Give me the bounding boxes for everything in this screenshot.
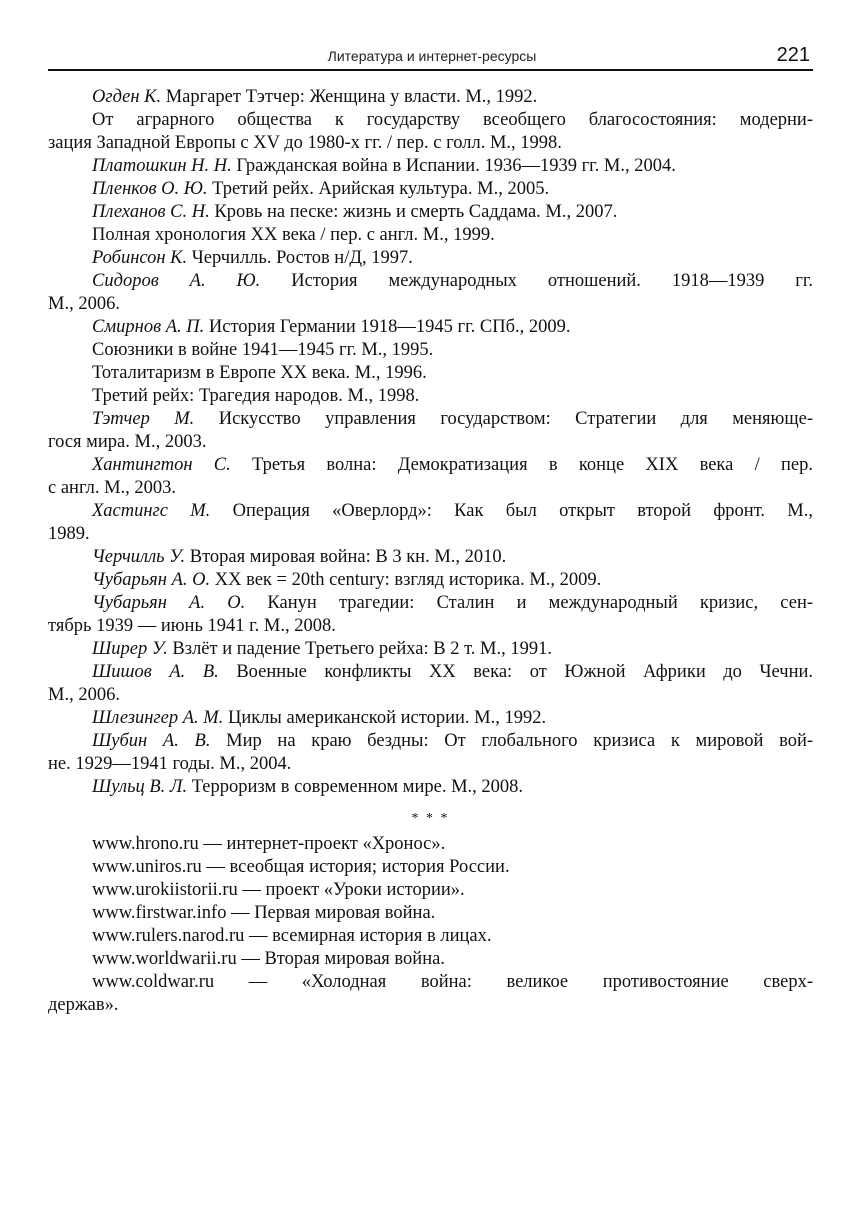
entry-line — [48, 500, 813, 523]
bibliography-entry — [48, 247, 813, 270]
entry-text: Третий рейх: Трагедия народов. М., 1998. — [92, 386, 420, 406]
entry-line — [48, 109, 813, 132]
entry-line — [48, 270, 813, 293]
bibliography-entry — [48, 661, 813, 707]
entry-text: М., 2006. — [48, 294, 120, 314]
bibliography-entry — [48, 316, 813, 339]
entry-line — [48, 385, 813, 408]
entry-line — [48, 730, 813, 753]
entry-text: www.coldwar.ru — «Холодная война: великое противостояние сверх- — [92, 972, 813, 992]
entry-author: Смирнов А. П. — [92, 317, 205, 337]
resource-entry — [48, 833, 813, 856]
entry-line — [48, 925, 813, 948]
bibliography-entry — [48, 270, 813, 316]
entry-text: Мир на краю бездны: От глобального кризиса к мировой вой- — [226, 731, 813, 751]
entry-line — [48, 339, 813, 362]
entry-line — [48, 408, 813, 431]
entry-line — [48, 661, 813, 684]
bibliography-entry — [48, 362, 813, 385]
bibliography-entry — [48, 546, 813, 569]
entry-text: Канун трагедии: Сталин и международный кризис, сен- — [267, 593, 813, 613]
entry-author: Шишов А. В. — [92, 662, 219, 682]
entry-continuation-line — [48, 132, 813, 155]
entry-text: История Германии 1918—1945 гг. СПб., 2009. — [208, 317, 571, 337]
entry-author: Тэтчер М. — [92, 409, 195, 429]
entry-text: Союзники в войне 1941—1945 гг. М., 1995. — [92, 340, 434, 360]
entry-author: Хастингс М. — [92, 501, 211, 521]
bibliography-entry — [48, 569, 813, 592]
entry-author: Черчилль У. — [92, 547, 186, 567]
entry-text: гося мира. М., 2003. — [48, 432, 207, 452]
entry-author: Сидоров А. Ю. — [92, 271, 261, 291]
entry-text: Третья волна: Демократизация в конце XIX века / пер. — [252, 455, 813, 475]
entry-continuation-line — [48, 753, 813, 776]
entry-text: www.firstwar.info — Первая мировая война. — [92, 903, 436, 923]
bibliography-entry — [48, 638, 813, 661]
entry-text: Кровь на песке: жизнь и смерть Саддама. М., 2007. — [214, 202, 618, 222]
entry-text: держав». — [48, 995, 119, 1015]
bibliography-entry — [48, 454, 813, 500]
entry-line — [48, 178, 813, 201]
entry-author: Огден К. — [92, 87, 162, 107]
entry-line — [48, 546, 813, 569]
entry-text: XX век = 20th century: взгляд историка. М., 2009. — [214, 570, 602, 590]
entry-text: Тоталитаризм в Европе XX века. М., 1996. — [92, 363, 427, 383]
entry-line — [48, 224, 813, 247]
entry-author: Плеханов С. Н. — [92, 202, 210, 222]
entry-author: Ширер У. — [92, 639, 168, 659]
entry-author: Хантингтон С. — [92, 455, 231, 475]
bibliography-entry — [48, 224, 813, 247]
entry-text: Полная хронология XX века / пер. с англ. М., 1999. — [92, 225, 495, 245]
entry-line — [48, 155, 813, 178]
entry-text: Гражданская война в Испании. 1936—1939 гг. М., 2004. — [236, 156, 676, 176]
entry-line — [48, 247, 813, 270]
bibliography-entry — [48, 339, 813, 362]
entry-text: www.uniros.ru — всеобщая история; история России. — [92, 857, 510, 877]
entry-line — [48, 201, 813, 224]
resource-entry — [48, 902, 813, 925]
entry-continuation-line — [48, 431, 813, 454]
entry-line — [48, 971, 813, 994]
entry-text: www.urokiistorii.ru — проект «Уроки истории». — [92, 880, 465, 900]
entry-text: www.hrono.ru — интернет-проект «Хронос». — [92, 834, 446, 854]
resource-entry — [48, 971, 813, 1017]
entry-line — [48, 856, 813, 879]
entry-text: Вторая мировая война: В 3 кн. М., 2010. — [189, 547, 507, 567]
resource-entry — [48, 948, 813, 971]
bibliography-entry — [48, 500, 813, 546]
entry-author: Чубарьян А. О. — [92, 570, 211, 590]
header-rule — [48, 69, 813, 71]
bibliography-list — [48, 86, 813, 799]
bibliography-entry — [48, 86, 813, 109]
entry-author: Чубарьян А. О. — [92, 593, 246, 613]
entry-author: Пленков О. Ю. — [92, 179, 208, 199]
entry-line — [48, 902, 813, 925]
entry-author: Шульц В. Л. — [92, 777, 188, 797]
page-body — [48, 86, 813, 1017]
bibliography-entry — [48, 385, 813, 408]
bibliography-entry — [48, 776, 813, 799]
section-separator: * * * — [411, 811, 450, 826]
entry-text: Терроризм в современном мире. М., 2008. — [191, 777, 524, 797]
entry-continuation-line — [48, 994, 813, 1017]
entry-text: не. 1929—1941 годы. М., 2004. — [48, 754, 292, 774]
entry-text: зация Западной Европы с XV до 1980-х гг. / пер. с голл. М., 1998. — [48, 133, 562, 153]
bibliography-entry — [48, 408, 813, 454]
page-number: 221 — [776, 44, 810, 66]
resource-entry — [48, 925, 813, 948]
bibliography-entry — [48, 730, 813, 776]
entry-text: Третий рейх. Арийская культура. М., 2005. — [212, 179, 550, 199]
bibliography-entry — [48, 707, 813, 730]
bibliography-entry — [48, 109, 813, 155]
bibliography-entry — [48, 178, 813, 201]
entry-continuation-line — [48, 684, 813, 707]
entry-text: Искусство управления государством: Стратегии для меняюще- — [218, 409, 813, 429]
entry-text: Циклы американской истории. М., 1992. — [227, 708, 547, 728]
entry-continuation-line — [48, 477, 813, 500]
internet-resources-list — [48, 833, 813, 1017]
entry-line — [48, 833, 813, 856]
entry-line — [48, 86, 813, 109]
entry-text: с англ. М., 2003. — [48, 478, 177, 498]
entry-line — [48, 776, 813, 799]
bibliography-entry — [48, 155, 813, 178]
entry-text: тябрь 1939 — июнь 1941 г. М., 2008. — [48, 616, 336, 636]
entry-line — [48, 638, 813, 661]
entry-line — [48, 362, 813, 385]
entry-text: От аграрного общества к государству всеобщего благосостояния: модерни- — [92, 110, 813, 130]
entry-text: Маргарет Тэтчер: Женщина у власти. М., 1992. — [165, 87, 538, 107]
entry-text: Черчилль. Ростов н/Д, 1997. — [191, 248, 413, 268]
entry-author: Платошкин Н. Н. — [92, 156, 232, 176]
entry-continuation-line — [48, 523, 813, 546]
entry-line — [48, 948, 813, 971]
entry-continuation-line — [48, 615, 813, 638]
entry-text: www.worldwarii.ru — Вторая мировая война. — [92, 949, 445, 969]
entry-text: Операция «Оверлорд»: Как был открыт второй фронт. М., — [232, 501, 813, 521]
entry-line — [48, 592, 813, 615]
entry-author: Шубин А. В. — [92, 731, 211, 751]
resource-entry — [48, 856, 813, 879]
running-header-title: Литература и интернет-ресурсы — [327, 48, 537, 64]
bibliography-entry — [48, 592, 813, 638]
entry-line — [48, 707, 813, 730]
entry-line — [48, 569, 813, 592]
entry-text: М., 2006. — [48, 685, 120, 705]
entry-author: Шлезингер А. М. — [92, 708, 224, 728]
entry-line — [48, 316, 813, 339]
entry-line — [48, 879, 813, 902]
resource-entry — [48, 879, 813, 902]
entry-text: Военные конфликты XX века: от Южной Африки до Чечни. — [236, 662, 813, 682]
bibliography-entry — [48, 201, 813, 224]
entry-text: История международных отношений. 1918—1939 гг. — [291, 271, 813, 291]
entry-text: Взлёт и падение Третьего рейха: В 2 т. М., 1991. — [172, 639, 552, 659]
entry-text: www.rulers.narod.ru — всемирная история в лицах. — [92, 926, 492, 946]
entry-author: Робинсон К. — [92, 248, 188, 268]
entry-continuation-line — [48, 293, 813, 316]
entry-text: 1989. — [48, 524, 90, 544]
entry-line — [48, 454, 813, 477]
